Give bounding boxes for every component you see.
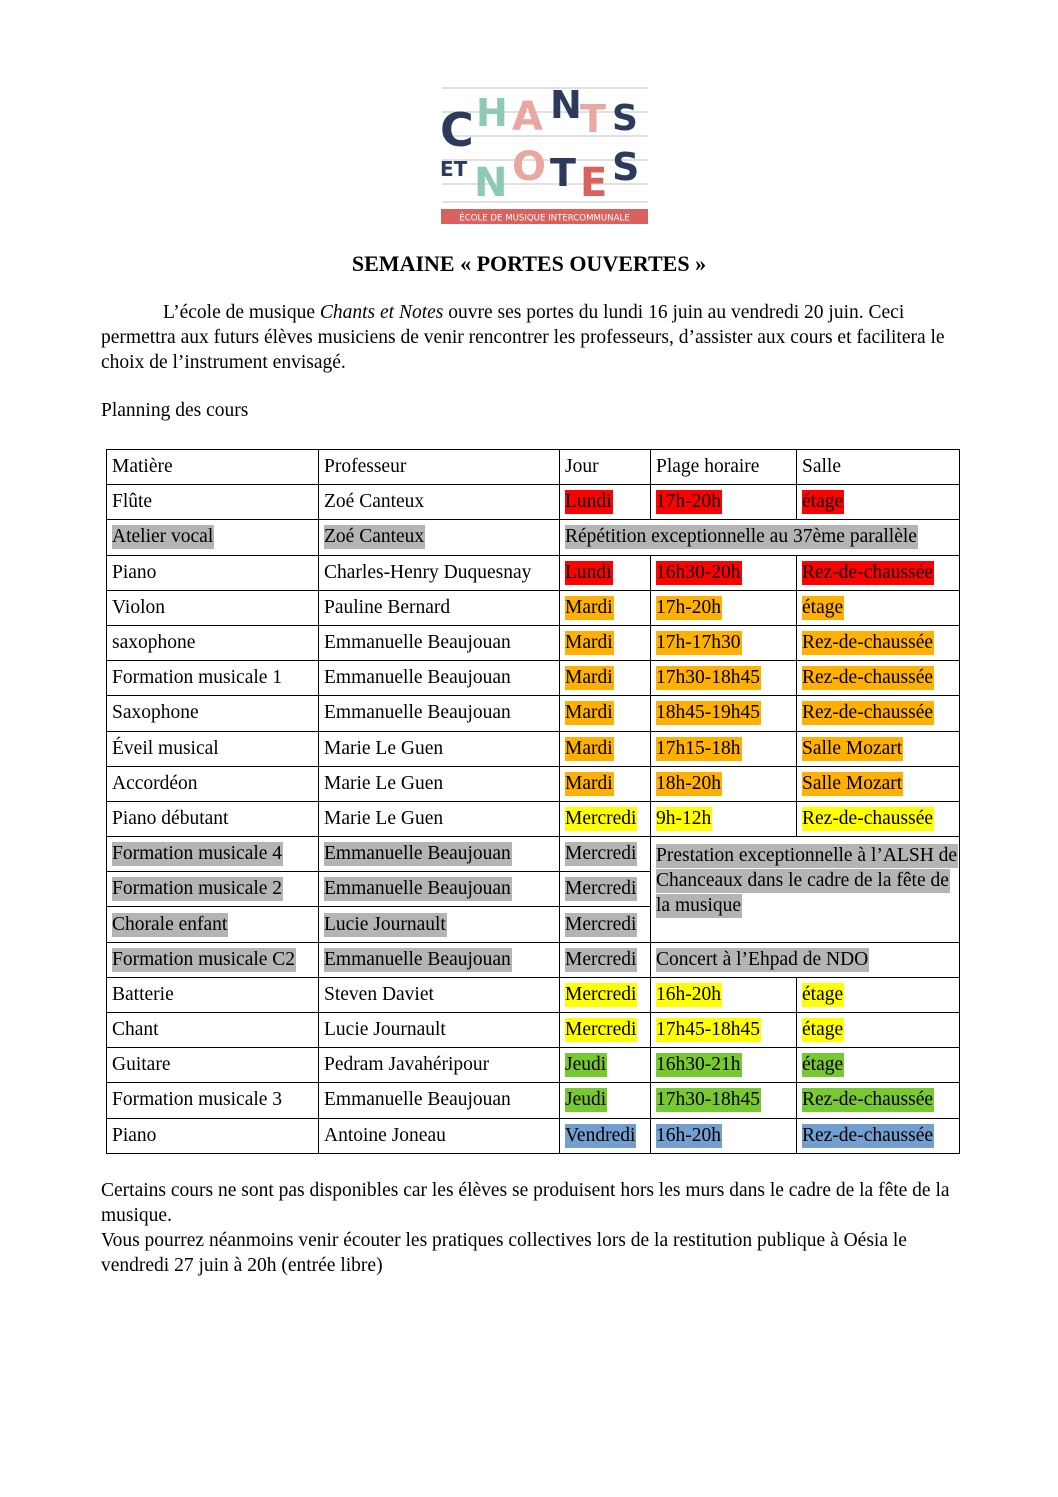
cell-plage-horaire-text: 17h45-18h45: [656, 1019, 760, 1041]
cell-plage-horaire-text: 18h45-19h45: [656, 702, 760, 724]
logo-letter: T: [550, 151, 576, 195]
cell-professeur: [319, 977, 560, 1012]
cell-salle: [797, 1083, 960, 1118]
logo-tagline: ÉCOLE DE MUSIQUE INTERCOMMUNALE: [459, 213, 630, 224]
table-row: [107, 1083, 960, 1118]
cell-jour: [560, 801, 651, 836]
table-row: [107, 942, 960, 977]
cell-matiere-text: Batterie: [112, 983, 174, 1005]
cell-jour: [560, 766, 651, 801]
cell-jour: [560, 1048, 651, 1083]
cell-professeur-text: Steven Daviet: [324, 983, 434, 1005]
cell-professeur: [319, 1048, 560, 1083]
cell-matiere-text: Piano: [112, 561, 157, 583]
cell-professeur-text: Zoé Canteux: [324, 491, 425, 513]
cell-matiere-text: Flûte: [112, 491, 153, 513]
cell-plage-horaire: [651, 1118, 797, 1153]
cell-salle: [797, 555, 960, 590]
cell-professeur-text: Emmanuelle Beaujouan: [324, 1089, 511, 1111]
cell-plage-horaire-text: 16h30-21h: [656, 1054, 741, 1076]
cell-matiere-text: Formation musicale 2: [112, 878, 283, 900]
cell-matiere: [107, 766, 319, 801]
cell-professeur-text: Pedram Javahéripour: [324, 1054, 490, 1076]
cell-salle: [797, 590, 960, 625]
header-professeur: [319, 450, 560, 485]
logo-letter: H: [476, 91, 508, 135]
cell-plage-horaire: [651, 766, 797, 801]
cell-matiere-text: Chant: [112, 1019, 159, 1041]
header-matiere: [107, 450, 319, 485]
cell-jour-text: Mercredi: [565, 983, 637, 1005]
cell-matiere-text: Éveil musical: [112, 737, 219, 759]
logo-letter: E: [580, 160, 608, 206]
cell-jour: [560, 661, 651, 696]
cell-jour-text: Mardi: [565, 596, 613, 618]
cell-salle: [797, 1118, 960, 1153]
header-salle-text: Salle: [802, 456, 841, 478]
schedule-table: [106, 449, 960, 1154]
cell-matiere-text: Violon: [112, 596, 165, 618]
cell-matiere: [107, 907, 319, 942]
cell-jour-text: Mardi: [565, 772, 613, 794]
cell-salle: [797, 1048, 960, 1083]
cell-jour: [560, 731, 651, 766]
cell-salle-text: étage: [802, 491, 844, 513]
cell-matiere: [107, 485, 319, 520]
cell-jour-text: Mercredi: [565, 1019, 637, 1041]
cell-matiere-text: Saxophone: [112, 702, 199, 724]
cell-salle-text: Rez-de-chaussée: [802, 702, 934, 724]
table-row: [107, 1048, 960, 1083]
cell-professeur-text: Marie Le Guen: [324, 807, 444, 829]
cell-jour-text: Vendredi: [565, 1124, 636, 1146]
cell-matiere: [107, 625, 319, 660]
cell-jour-text: Jeudi: [565, 1054, 607, 1076]
cell-matiere: [107, 696, 319, 731]
cell-salle-text: étage: [802, 596, 844, 618]
cell-jour: [560, 942, 651, 977]
logo-letter: O: [512, 144, 547, 190]
cell-plage-horaire-text: 16h-20h: [656, 983, 721, 1005]
cell-matiere-text: Guitare: [112, 1054, 171, 1076]
cell-matiere: [107, 1048, 319, 1083]
cell-professeur-text: Zoé Canteux: [324, 526, 425, 548]
table-row: [107, 590, 960, 625]
cell-professeur: [319, 837, 560, 872]
cell-salle-text: Salle Mozart: [802, 737, 903, 759]
cell-plage-horaire-text: 16h-20h: [656, 1124, 721, 1146]
table-row: [107, 801, 960, 836]
cell-plage-horaire-text: 17h-20h: [656, 596, 721, 618]
cell-matiere-text: Piano: [112, 1124, 157, 1146]
cell-jour: [560, 837, 651, 872]
cell-matiere: [107, 837, 319, 872]
header-plage-horaire-text: Plage horaire: [656, 456, 760, 478]
table-row: [107, 485, 960, 520]
cell-matiere: [107, 1118, 319, 1153]
cell-salle-text: étage: [802, 1019, 844, 1041]
header-matiere-text: Matière: [112, 456, 173, 478]
intro-text-start: L’école de musique: [163, 302, 320, 323]
cell-salle-text: Salle Mozart: [802, 772, 903, 794]
cell-matiere-text: Formation musicale 1: [112, 667, 283, 689]
cell-professeur-text: Marie Le Guen: [324, 772, 444, 794]
cell-salle-text: Rez-de-chaussée: [802, 632, 934, 654]
cell-matiere: [107, 590, 319, 625]
cell-matiere-text: Formation musicale 3: [112, 1089, 283, 1111]
cell-matiere: [107, 1013, 319, 1048]
cell-professeur-text: Emmanuelle Beaujouan: [324, 843, 511, 865]
cell-salle: [797, 661, 960, 696]
cell-matiere: [107, 977, 319, 1012]
logo-letter: N: [474, 160, 508, 206]
cell-matiere-text: Formation musicale C2: [112, 948, 296, 970]
chants-et-notes-logo: [440, 84, 650, 226]
cell-salle-text: étage: [802, 1054, 844, 1076]
cell-salle: [797, 977, 960, 1012]
cell-plage-horaire: [651, 731, 797, 766]
cell-professeur-text: Emmanuelle Beaujouan: [324, 702, 511, 724]
logo-letter: T: [580, 97, 606, 141]
cell-salle-text: Rez-de-chaussée: [802, 561, 934, 583]
cell-jour: [560, 1013, 651, 1048]
cell-plage-horaire: [651, 625, 797, 660]
cell-professeur: [319, 696, 560, 731]
cell-professeur-text: Emmanuelle Beaujouan: [324, 632, 511, 654]
cell-jour: [560, 977, 651, 1012]
cell-note-text: Répétition exceptionnelle au 37ème parallèle: [565, 526, 917, 548]
cell-jour: [560, 555, 651, 590]
header-salle: [797, 450, 960, 485]
cell-professeur: [319, 1013, 560, 1048]
table-row: [107, 661, 960, 696]
cell-jour: [560, 485, 651, 520]
cell-plage-horaire: [651, 801, 797, 836]
cell-salle: [797, 801, 960, 836]
cell-matiere: [107, 731, 319, 766]
table-row: [107, 766, 960, 801]
cell-matiere-text: Accordéon: [112, 772, 198, 794]
cell-professeur: [319, 907, 560, 942]
cell-matiere-text: Chorale enfant: [112, 913, 228, 935]
cell-jour-text: Mardi: [565, 737, 613, 759]
cell-plage-horaire-text: 17h30-18h45: [656, 667, 760, 689]
cell-plage-horaire-text: 9h-12h: [656, 807, 712, 829]
school-name: Chants et Notes: [319, 302, 444, 323]
table-row: [107, 837, 960, 872]
header-plage-horaire: [651, 450, 797, 485]
cell-matiere: [107, 661, 319, 696]
cell-plage-horaire: [651, 661, 797, 696]
cell-professeur-text: Emmanuelle Beaujouan: [324, 667, 511, 689]
cell-professeur: [319, 590, 560, 625]
table-header-row: [107, 450, 960, 485]
cell-matiere: [107, 801, 319, 836]
cell-plage-horaire-text: 17h-17h30: [656, 632, 741, 654]
intro-text-end: ouvre ses portes du lundi 16 juin au vendredi 20 juin. Ceci permettra aux futurs élèves musiciens de venir rencontrer les professeurs, d’assister aux cours et facilitera le choix de l’instrument envisagé.: [101, 302, 945, 373]
footer-text: [101, 1178, 961, 1278]
cell-matiere-text: saxophone: [112, 632, 196, 654]
page-title: SEMAINE « PORTES OUVERTES »: [351, 251, 707, 276]
logo-letter: S: [612, 145, 640, 189]
cell-jour: [560, 590, 651, 625]
logo-et: ET: [440, 157, 468, 181]
cell-plage-horaire: [651, 1048, 797, 1083]
cell-note-text: Concert à l’Ehpad de NDO: [656, 948, 869, 970]
cell-salle-text: Rez-de-chaussée: [802, 667, 934, 689]
cell-professeur-text: Lucie Journault: [324, 1019, 446, 1041]
cell-professeur: [319, 661, 560, 696]
cell-salle-text: Rez-de-chaussée: [802, 1089, 934, 1111]
cell-matiere: [107, 872, 319, 907]
table-row: [107, 625, 960, 660]
footer-paragraph-1: Certains cours ne sont pas disponibles car les élèves se produisent hors les murs dans le cadre de la fête de la musique.: [101, 1180, 950, 1226]
cell-plage-horaire: [651, 696, 797, 731]
cell-salle: [797, 485, 960, 520]
cell-merged-note-text: Prestation exceptionnelle à l’ALSH de Chanceaux dans le cadre de la fête de la musique: [656, 845, 958, 917]
cell-plage-horaire-text: 17h30-18h45: [656, 1089, 760, 1111]
cell-jour-text: Lundi: [565, 491, 612, 513]
cell-jour-text: Mercredi: [565, 878, 637, 900]
header-jour: [560, 450, 651, 485]
cell-jour-text: Lundi: [565, 561, 612, 583]
cell-jour-text: Mardi: [565, 632, 613, 654]
planning-label: Planning des cours: [101, 400, 249, 421]
cell-plage-horaire: [651, 977, 797, 1012]
cell-professeur: [319, 731, 560, 766]
table-row: [107, 977, 960, 1012]
cell-salle: [797, 731, 960, 766]
cell-matiere: [107, 520, 319, 555]
cell-jour-text: Mardi: [565, 667, 613, 689]
cell-professeur: [319, 520, 560, 555]
cell-matiere: [107, 942, 319, 977]
table-row: [107, 1118, 960, 1153]
logo-letter: C: [440, 103, 474, 157]
table-row: [107, 731, 960, 766]
logo-letter: A: [512, 94, 543, 140]
cell-professeur: [319, 872, 560, 907]
cell-professeur-text: Emmanuelle Beaujouan: [324, 878, 511, 900]
cell-plage-horaire-text: 17h15-18h: [656, 737, 741, 759]
header-jour-text: Jour: [565, 456, 599, 478]
cell-professeur-text: Antoine Joneau: [324, 1124, 446, 1146]
cell-matiere: [107, 555, 319, 590]
cell-plage-horaire: [651, 1013, 797, 1048]
cell-professeur: [319, 485, 560, 520]
cell-salle: [797, 625, 960, 660]
cell-salle-text: Rez-de-chaussée: [802, 1124, 934, 1146]
cell-professeur: [319, 1083, 560, 1118]
cell-plage-horaire-text: 17h-20h: [656, 491, 721, 513]
cell-jour: [560, 1083, 651, 1118]
cell-note: [651, 942, 960, 977]
cell-salle-text: Rez-de-chaussée: [802, 807, 934, 829]
cell-plage-horaire-text: 18h-20h: [656, 772, 721, 794]
cell-plage-horaire: [651, 590, 797, 625]
cell-professeur-text: Lucie Journault: [324, 913, 446, 935]
cell-jour: [560, 696, 651, 731]
cell-professeur-text: Pauline Bernard: [324, 596, 451, 618]
cell-professeur: [319, 625, 560, 660]
cell-salle: [797, 766, 960, 801]
footer-paragraph-2: Vous pourrez néanmoins venir écouter les pratiques collectives lors de la restitution publique à Oésia le vendredi 27 juin à 20h (entrée libre): [101, 1230, 907, 1276]
table-row: [107, 520, 960, 555]
cell-jour-text: Mercredi: [565, 807, 637, 829]
cell-note: [560, 520, 960, 555]
cell-jour: [560, 625, 651, 660]
cell-jour: [560, 872, 651, 907]
cell-jour-text: Jeudi: [565, 1089, 607, 1111]
table-row: [107, 555, 960, 590]
table-row: [107, 696, 960, 731]
cell-professeur: [319, 801, 560, 836]
cell-plage-horaire-text: 16h30-20h: [656, 561, 741, 583]
cell-jour-text: Mercredi: [565, 913, 637, 935]
cell-matiere: [107, 1083, 319, 1118]
cell-jour: [560, 907, 651, 942]
cell-professeur-text: Emmanuelle Beaujouan: [324, 948, 511, 970]
cell-matiere-text: Atelier vocal: [112, 526, 214, 548]
cell-plage-horaire: [651, 555, 797, 590]
cell-matiere-text: Formation musicale 4: [112, 843, 283, 865]
intro-paragraph: [101, 300, 961, 375]
cell-professeur: [319, 942, 560, 977]
logo-letter: S: [612, 98, 638, 139]
logo-letter: N: [550, 84, 582, 127]
cell-merged-note: [651, 837, 960, 943]
cell-professeur: [319, 555, 560, 590]
cell-jour-text: Mercredi: [565, 948, 637, 970]
cell-plage-horaire: [651, 485, 797, 520]
cell-professeur-text: Marie Le Guen: [324, 737, 444, 759]
cell-professeur: [319, 1118, 560, 1153]
header-professeur-text: Professeur: [324, 456, 407, 478]
cell-salle-text: étage: [802, 983, 844, 1005]
cell-professeur-text: Charles-Henry Duquesnay: [324, 561, 532, 583]
cell-jour-text: Mercredi: [565, 843, 637, 865]
cell-plage-horaire: [651, 1083, 797, 1118]
school-logo: [440, 84, 650, 226]
cell-jour-text: Mardi: [565, 702, 613, 724]
cell-matiere-text: Piano débutant: [112, 807, 229, 829]
cell-salle: [797, 696, 960, 731]
cell-salle: [797, 1013, 960, 1048]
table-row: [107, 1013, 960, 1048]
cell-professeur: [319, 766, 560, 801]
cell-jour: [560, 1118, 651, 1153]
